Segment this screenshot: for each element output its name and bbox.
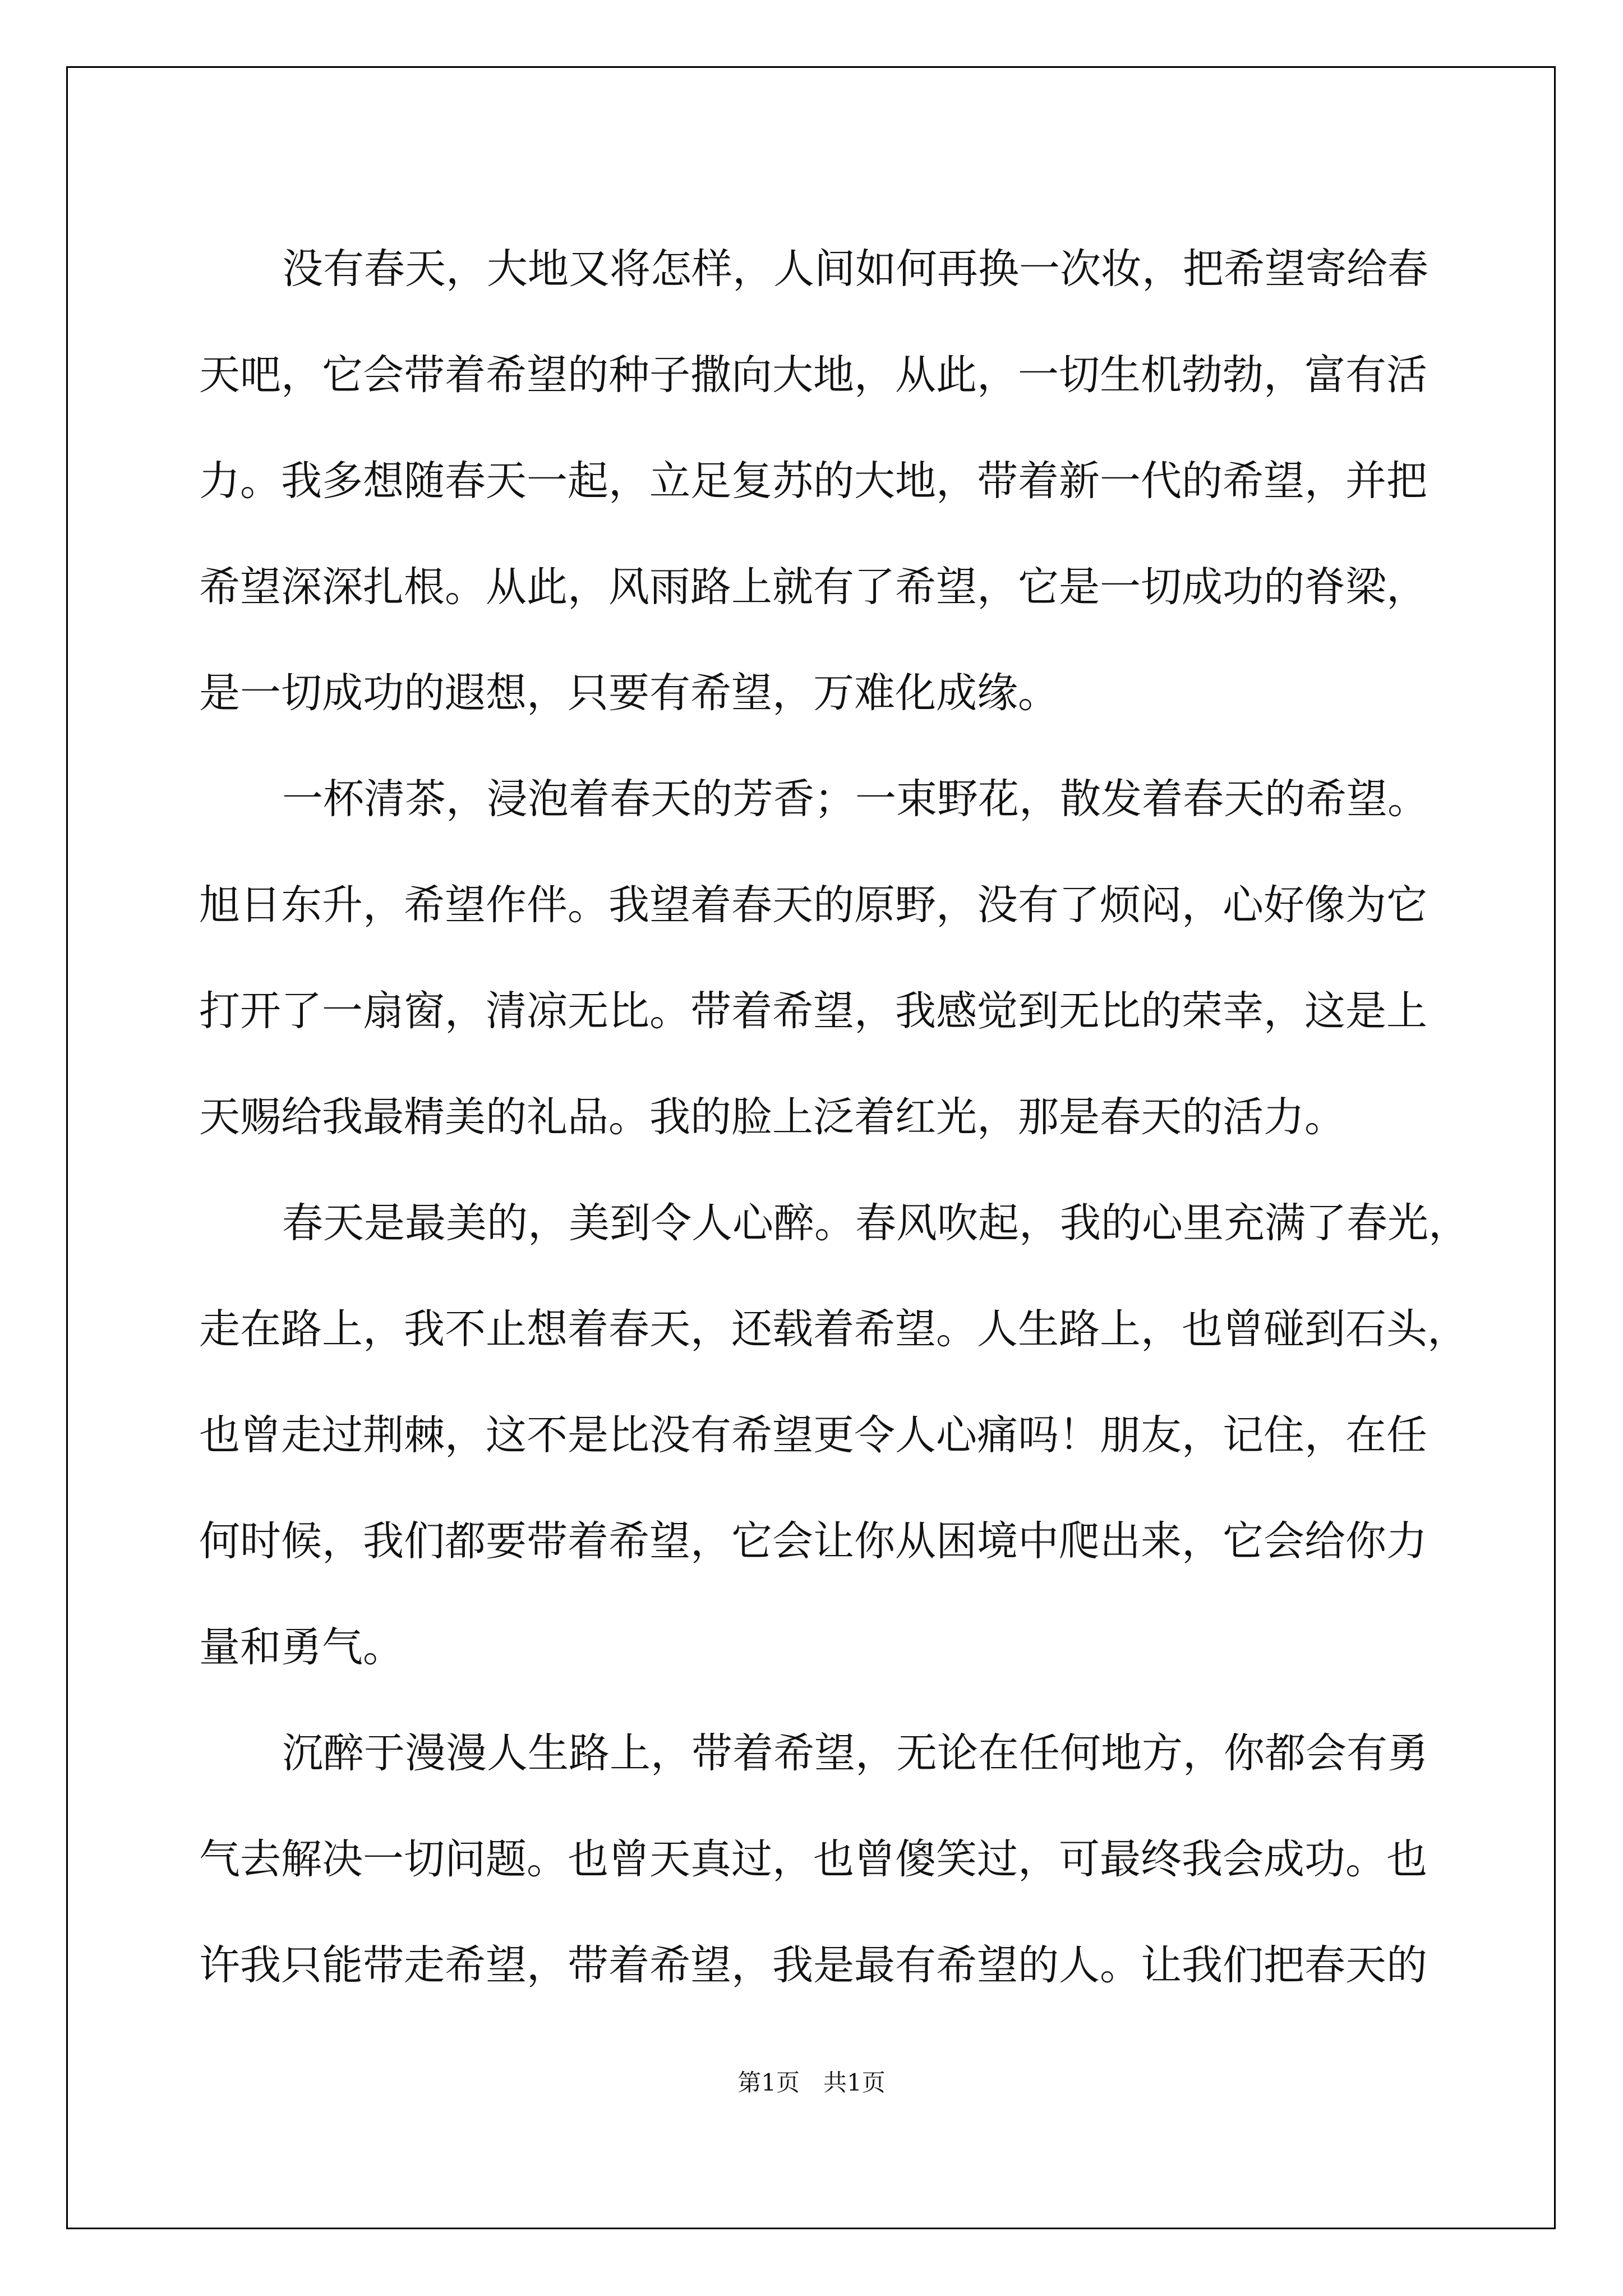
paragraph-3-line: 也曾走过荆棘，这不是比没有希望更令人心痛吗！朋友，记住，在任 <box>199 1411 1427 1459</box>
paragraph-2-line: 打开了一扇窗，清凉无比。带着希望，我感觉到无比的荣幸，这是上 <box>199 987 1427 1035</box>
document-body <box>199 216 1469 2018</box>
page-number-footer: 第1页 共1页 <box>737 2069 886 2096</box>
paragraph-4-line: 气去解决一切问题。也曾天真过，也曾傻笑过，可最终我会成功。也 <box>199 1835 1427 1883</box>
paragraph-2-line: 天赐给我最精美的礼品。我的脸上泛着红光，那是春天的活力。 <box>199 1093 1345 1141</box>
paragraph-1-line: 力。我多想随春天一起，立足复苏的大地，带着新一代的希望，并把 <box>199 457 1427 505</box>
paragraph-4-line: 许我只能带走希望，带着希望，我是最有希望的人。让我们把春天的 <box>199 1941 1427 1989</box>
paragraph-3-line: 何时候，我们都要带着希望，它会让你从困境中爬出来，它会给你力 <box>199 1517 1427 1565</box>
paragraph-1-line: 没有春天，大地又将怎样，人间如何再换一次妆，把希望寄给春 <box>282 245 1428 293</box>
paragraph-2-line: 一杯清茶，浸泡着春天的芳香；一束野花，散发着春天的希望。 <box>282 775 1428 823</box>
paragraph-3-line: 春天是最美的，美到令人心醉。春风吹起，我的心里充满了春光， <box>282 1199 1469 1247</box>
paragraph-4-line: 沉醉于漫漫人生路上，带着希望，无论在任何地方，你都会有勇 <box>282 1729 1428 1777</box>
paragraph-3-line: 走在路上，我不止想着春天，还载着希望。人生路上，也曾碰到石头， <box>199 1305 1468 1353</box>
paragraph-1-line: 希望深深扎根。从此，风雨路上就有了希望，它是一切成功的脊梁， <box>199 563 1427 611</box>
paragraph-3-line: 量和勇气。 <box>199 1623 404 1671</box>
paragraph-1-line: 天吧，它会带着希望的种子撒向大地，从此，一切生机勃勃，富有活 <box>199 351 1427 399</box>
paragraph-2-line: 旭日东升，希望作伴。我望着春天的原野，没有了烦闷，心好像为它 <box>199 881 1427 929</box>
paragraph-1-line: 是一切成功的遐想，只要有希望，万难化成缘。 <box>199 669 1059 717</box>
